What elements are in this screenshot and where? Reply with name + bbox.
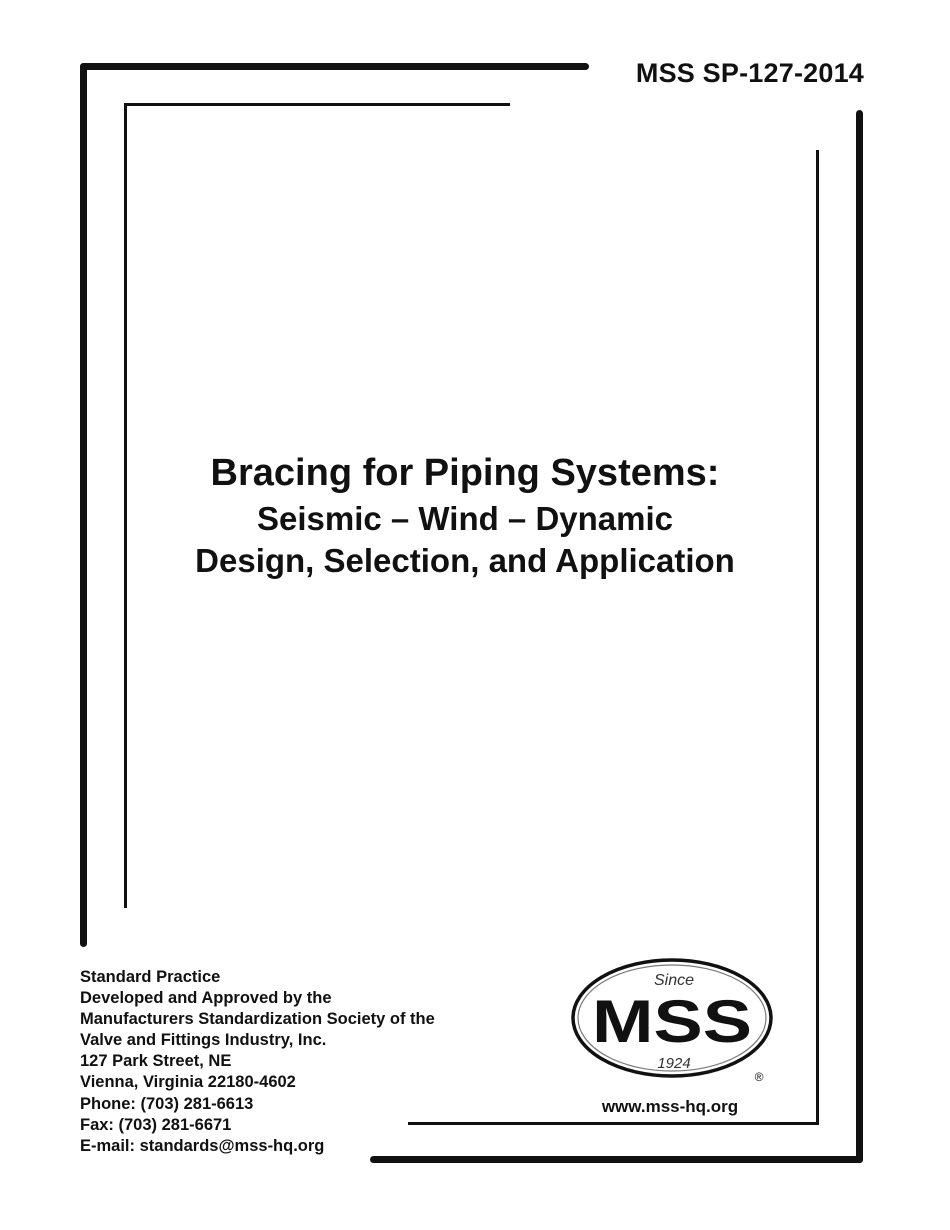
title-line-3: Design, Selection, and Application: [195, 542, 735, 579]
logo-year-text: 1924: [657, 1055, 691, 1072]
document-number: MSS SP-127-2014: [635, 58, 864, 88]
publisher-email: E-mail: standards@mss-hq.org: [80, 1136, 325, 1155]
frame-rule-bottom-inner: [408, 1122, 819, 1125]
frame-rule-bottom-outer: [370, 1156, 863, 1163]
document-title: [130, 448, 800, 582]
title-line-2: Seismic – Wind – Dynamic: [256, 500, 674, 537]
frame-rule-right-inner: [816, 150, 819, 1125]
publisher-line-type: Standard Practice: [80, 968, 221, 986]
logo-registered-mark: ®: [754, 1070, 764, 1084]
publisher-line-society: Manufacturers Standardization Society of the: [80, 1010, 435, 1029]
publisher-phone: Phone: (703) 281-6613: [80, 1094, 254, 1113]
mss-logo: [571, 958, 775, 1084]
publisher-line-industry: Valve and Fittings Industry, Inc.: [80, 1031, 327, 1050]
frame-rule-left-outer: [80, 63, 87, 947]
publisher-fax: Fax: (703) 281-6671: [80, 1115, 232, 1134]
logo-mss-text: MSS: [592, 988, 752, 1055]
title-line-1: Bracing for Piping Systems:: [210, 452, 720, 494]
frame-rule-left-inner: [124, 103, 127, 908]
logo-since-text: Since: [653, 972, 695, 989]
website-url: www.mss-hq.org: [601, 1097, 739, 1116]
publisher-line-developed: Developed and Approved by the: [80, 989, 332, 1008]
publisher-address-street: 127 Park Street, NE: [80, 1052, 232, 1071]
frame-rule-top-outer: [80, 63, 589, 70]
publisher-info: [80, 967, 435, 1157]
frame-rule-top-inner: [124, 103, 510, 106]
frame-rule-right-outer: [856, 110, 863, 1163]
publisher-address-city: Vienna, Virginia 22180-4602: [80, 1073, 296, 1092]
